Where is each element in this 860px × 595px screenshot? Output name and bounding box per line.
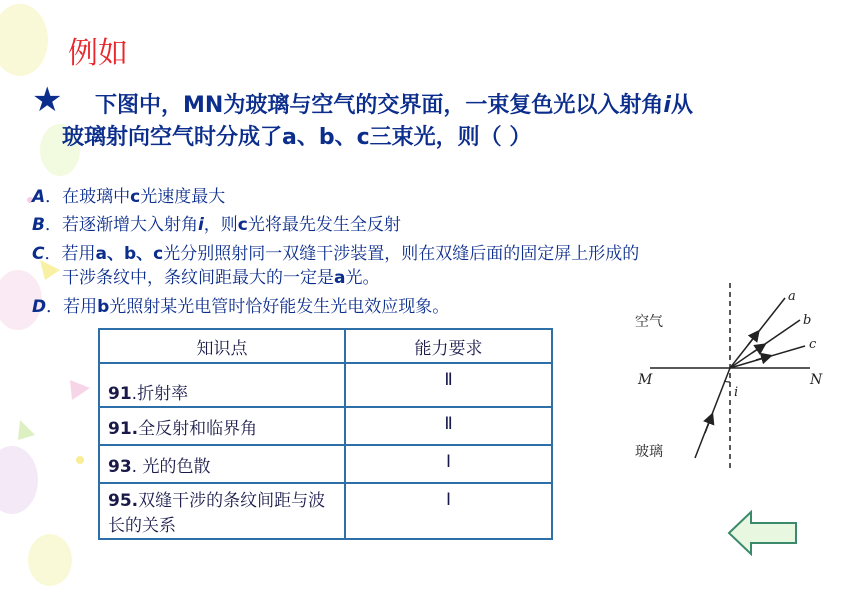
option-d bbox=[32, 292, 449, 317]
question-abc: a、b、c bbox=[282, 125, 370, 150]
label-n: N bbox=[810, 372, 823, 388]
table-row bbox=[99, 407, 552, 445]
table-cell bbox=[99, 407, 345, 445]
table-row bbox=[99, 363, 552, 407]
question-text: 从 bbox=[670, 93, 693, 118]
table-row bbox=[99, 483, 552, 539]
option-bold: i bbox=[197, 215, 204, 235]
ray-b-arrow bbox=[752, 345, 764, 353]
table-cell: Ⅱ bbox=[345, 407, 552, 445]
table-header-row bbox=[99, 329, 552, 363]
table-cell bbox=[99, 445, 345, 483]
option-c bbox=[32, 239, 639, 264]
option-text: 光速度最大 bbox=[140, 187, 226, 207]
option-bold: c bbox=[130, 187, 141, 207]
label-m: M bbox=[638, 372, 653, 388]
option-letter: B bbox=[32, 215, 45, 235]
refraction-diagram bbox=[600, 278, 840, 478]
option-text: 光将最先发生全反射 bbox=[247, 215, 401, 235]
question-text: 玻璃射向空气时分成了 bbox=[62, 125, 283, 150]
option-bold: a bbox=[334, 268, 346, 288]
glass-label: 玻璃 bbox=[635, 444, 663, 460]
page-title: 例如 bbox=[68, 36, 128, 71]
question-line-2 bbox=[62, 120, 531, 151]
row-text: .折射率 bbox=[131, 384, 189, 404]
option-letter: D bbox=[32, 297, 47, 317]
air-label: 空气 bbox=[635, 314, 663, 330]
knowledge-table bbox=[98, 328, 553, 540]
label-b: b bbox=[803, 313, 812, 328]
table-row bbox=[99, 445, 552, 483]
table-cell: Ⅱ bbox=[345, 363, 552, 407]
incident-arrow bbox=[705, 415, 712, 433]
label-i: i bbox=[734, 385, 739, 400]
back-arrow-icon[interactable] bbox=[727, 510, 799, 556]
option-letter: C bbox=[32, 244, 45, 264]
row-number: 95. bbox=[108, 491, 139, 511]
option-a bbox=[32, 182, 225, 207]
row-number: 93 bbox=[108, 456, 132, 477]
table-cell: Ⅰ bbox=[345, 445, 552, 483]
question-line-1 bbox=[95, 88, 693, 119]
table-cell: Ⅰ bbox=[345, 483, 552, 539]
option-b bbox=[32, 210, 401, 235]
option-text: 光照射某光电管时恰好能发生光电效应现象。 bbox=[109, 297, 450, 317]
option-text: ．在玻璃中 bbox=[45, 187, 131, 207]
table-cell bbox=[99, 363, 345, 407]
row-text: 全反射和临界角 bbox=[138, 418, 258, 439]
option-text: ．若用 bbox=[46, 297, 98, 317]
table-header: 能力要求 bbox=[345, 329, 552, 363]
question-mn: MN bbox=[183, 93, 224, 118]
option-text: 光。 bbox=[345, 268, 380, 288]
option-bold: b bbox=[97, 297, 110, 317]
option-text: 光分别照射同一双缝干涉装置，则在双缝后面的固定屏上形成的 bbox=[163, 244, 640, 264]
question-i: i bbox=[663, 93, 671, 118]
row-text: . 光的色散 bbox=[131, 456, 211, 477]
row-number: 91 bbox=[108, 384, 132, 404]
question-text: 三束光，则（ ） bbox=[369, 125, 532, 150]
ray-c-arrow bbox=[756, 356, 770, 360]
option-text: ．若用 bbox=[44, 244, 96, 264]
table-cell bbox=[99, 483, 345, 539]
angle-arc bbox=[724, 381, 730, 382]
table-header: 知识点 bbox=[99, 329, 345, 363]
option-bold: c bbox=[237, 215, 248, 235]
option-text: 干涉条纹中，条纹间距最大的一定是 bbox=[62, 268, 334, 288]
option-letter: A bbox=[32, 187, 46, 207]
row-text: 双缝干涉的条纹间距与波长的关系 bbox=[108, 491, 326, 536]
label-a: a bbox=[788, 289, 796, 304]
ray-b bbox=[730, 320, 800, 368]
row-number: 91. bbox=[108, 418, 139, 439]
option-text: ，则 bbox=[203, 215, 238, 235]
ray-a-arrow bbox=[748, 332, 758, 345]
option-text: ．若逐渐增大入射角 bbox=[44, 215, 198, 235]
star-icon: ★ bbox=[32, 80, 63, 120]
label-c: c bbox=[809, 337, 817, 352]
option-bold: a、b、c bbox=[95, 244, 164, 264]
question-text: 为玻璃与空气的交界面，一束复色光以入射角 bbox=[223, 93, 664, 118]
question-text: 下图中， bbox=[95, 93, 184, 118]
option-c-line2 bbox=[62, 263, 379, 288]
